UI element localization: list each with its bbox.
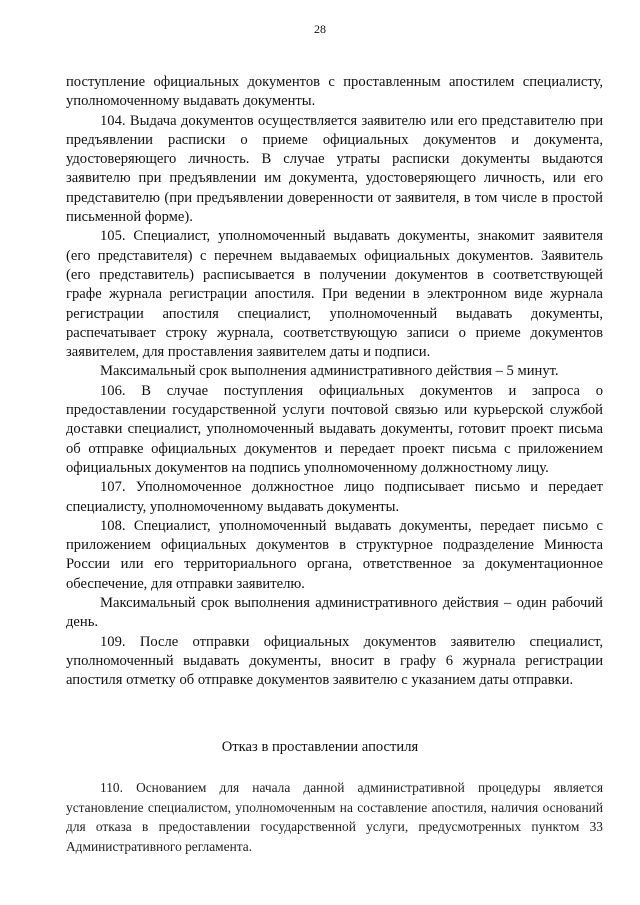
- paragraph-105: 105. Специалист, уполномоченный выдавать документы, знакомит заявителя (его представителя) с перечнем выдаваемых официальных документов. Заявитель (его представитель) расписывается в получении документов в соответствующей графе журнала регистрации апостиля. При ведении в электронном виде журнала регистрации апостиля специалист, уполномоченный выдавать документы, распечатывает строку журнала, соответствующую записи о приеме документов заявителем, для проставления заявителем даты и подписи.: [66, 228, 603, 361]
- paragraph-continuation: поступление официальных документов с проставленным апостилем специалисту, уполномоченному выдавать документы.: [66, 74, 603, 110]
- paragraph-104: 104. Выдача документов осуществляется заявителю или его представителю при предъявлении расписки о приеме официальных документов и документа, удостоверяющего личность. В случае утраты расписки документы выдаются заявителю при предъявлении им документа, удостоверяющего личность, или его представителю (при предъявлении доверенности от заявителя, в том числе в простой письменной форме).: [66, 112, 603, 226]
- paragraph-107: 107. Уполномоченное должностное лицо подписывает письмо и передает специалисту, уполномоченному выдавать документы.: [66, 479, 603, 515]
- paragraph-108: 108. Специалист, уполномоченный выдавать документы, передает письмо с приложением официальных документов в структурное подразделение Минюста России или его территориального органа, ответственное за документационное обеспечение, для отправки заявителю.: [66, 517, 603, 592]
- paragraph-time-limit-one-day: Максимальный срок выполнения административного действия – один рабочий день.: [66, 595, 603, 631]
- page-number: 28: [314, 22, 326, 36]
- section-heading: Отказ в проставлении апостиля: [221, 739, 419, 755]
- paragraph-110: 110. Основанием для начала данной административной процедуры является установление специалистом, уполномоченным на составление апостиля, наличия оснований для отказа в предоставлении государственной услуги, предусмотренных пунктом 33 Административного регламента.: [66, 780, 603, 854]
- section-body: [66, 778, 603, 856]
- document-body: [66, 73, 603, 691]
- paragraph-109: 109. После отправки официальных документов заявителю специалист, уполномоченный выдавать документы, вносит в графу 6 журнала регистрации апостиля отметку об отправке документов заявителю с указанием даты отправки.: [66, 633, 603, 689]
- paragraph-time-limit-5-minutes: Максимальный срок выполнения административного действия – 5 минут.: [100, 363, 559, 380]
- paragraph-106: 106. В случае поступления официальных документов и запроса о предоставлении государственной услуги почтовой связью или курьерской службой доставки специалист, уполномоченный выдавать документы, готовит проект письма об отправке официальных документов и передает проект письма с приложением официальных документов на подпись уполномоченному должностному лицу.: [66, 382, 603, 476]
